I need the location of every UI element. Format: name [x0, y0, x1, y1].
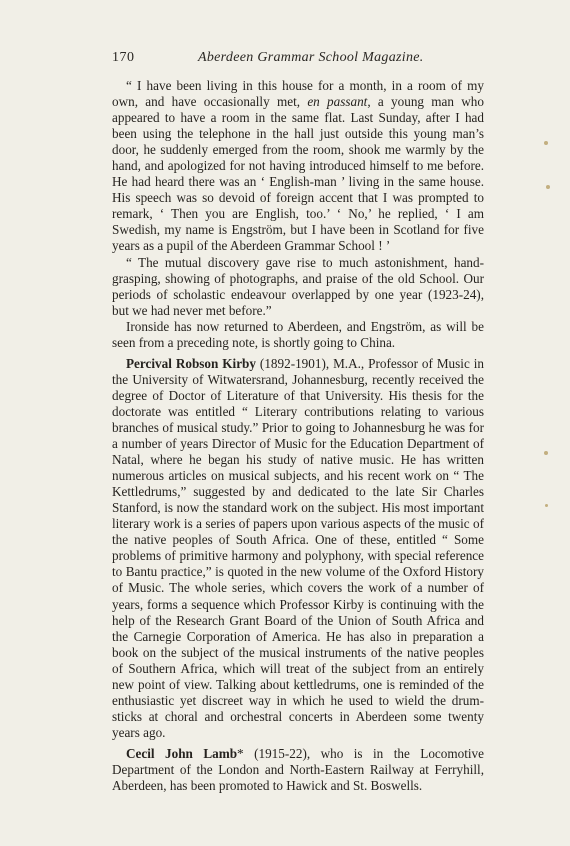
paragraph-lamb	[112, 746, 484, 794]
paragraph-kirby	[112, 356, 484, 741]
quote-text-end: , a young man who appeared to have a room in the same flat. Last Sunday, after I had been using the telephone in the hall just outside this young man’s door, he suddenly emerged from the room, shook me warmly by the hand, and apologized for not having introduced himself to me before. He had heard there was an ‘ English-man ’ living in the same house. His speech was so devoid of foreign accent that I was prompted to remark, ‘ Then you are English, too.’ ‘ No,’ he replied, ‘ I am Swedish, my name is Engström, but I have been in Scotland for five years as a pupil of the Aberdeen Grammar School ! ’	[112, 94, 484, 254]
lamb-text: * (1915-22), who is in the Locomotive Department of the London and North-Eastern Railway at Ferryhill, Aberdeen, has been promoted to Hawick and St. Boswells.	[112, 745, 485, 794]
paper-speck	[544, 451, 548, 455]
article-body	[112, 78, 484, 794]
paragraph-letter-quote	[112, 78, 484, 255]
kirby-text: (1892-1901), M.A., Professor of Music in the University of Witwatersrand, Johannesburg, recently received the degree of Doctor of Literature of that University. His thesis for the doctorate was entitled “ Literary contributions relating to various branches of musical study.” Prior to going to Johannesburg he was for a number of years Director of Music for the Education Department of Natal, where he began his study of native music. He has written numerous articles on musical subjects, and his recent work on “ The Kettledrums,” suggested by and dedicated to the late Sir Charles Stanford, is now the standard work on the subject. His most important literary work is a series of papers upon various aspects of the music of the native peoples of South Africa. One of these, entitled “ Some problems of primitive harmony and polyphony, with special reference to Bantu practice,” is quoted in the new volume of the Oxford History of Music. The whole series, which covers the work of a number of years, forms a sequence which Professor Kirby is continuing with the help of the Research Grant Board of the Union of South Africa and the Carnegie Corporation of America. He has also in preparation a book on the subject of the musical instruments of the native peoples of Southern Africa, which will treat of the subject from an entirely new point of view. Talking about kettledrums, one is reminded of the enthusiastic yet discreet way in which he used to wield the drum-sticks at choral and orchestral concerts in Aberdeen some twenty years ago.	[112, 355, 484, 740]
page-number: 170	[112, 50, 135, 65]
paper-speck	[544, 141, 548, 145]
person-name-lamb: Cecil John Lamb	[126, 745, 238, 761]
page-header	[112, 50, 482, 70]
paragraph-ironside-note: Ironside has now returned to Aberdeen, and Engström, as will be seen from a preceding note, is shortly going to China.	[112, 318, 484, 350]
paragraph-letter-quote-continued: “ The mutual discovery gave rise to much astonishment, hand-grasping, showing of photographs, and praise of the old School. Our periods of scholastic endeavour overlapped by one year (1923-24), but we had never met before.”	[112, 254, 484, 318]
paper-speck	[546, 185, 550, 189]
running-title: Aberdeen Grammar School Magazine.	[198, 50, 424, 65]
quote-text-start: “ I have been living in this house for a month, in a room of my own, and have occasionally met,	[112, 78, 484, 110]
person-name-kirby: Percival Robson Kirby	[126, 355, 256, 371]
paper-speck	[545, 504, 548, 507]
italic-phrase: en passant	[307, 94, 368, 110]
